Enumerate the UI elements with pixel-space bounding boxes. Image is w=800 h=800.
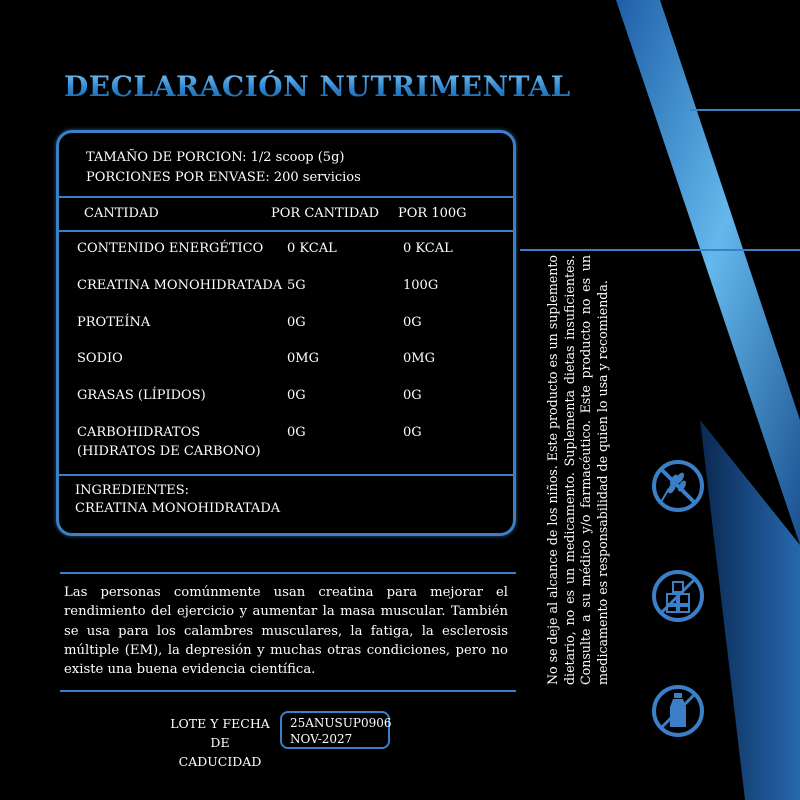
serving-size: TAMAÑO DE PORCION: 1/2 scoop (5g) <box>86 150 345 165</box>
row-per-serving: 0MG <box>287 351 319 366</box>
description-text: Las personas comúnmente usan creatina para mejorar el rendimiento del ejercicio y aumentar la masa muscular. También se usa para los calambres musculares, la fatiga, la esclerosis múltiple (EM), la depresión y muchas otras condiciones, pero no existe una buena evidencia científica. <box>64 585 508 678</box>
lot-label-line1: LOTE Y FECHA <box>170 716 270 731</box>
divider <box>60 690 516 692</box>
divider <box>60 572 516 574</box>
row-per-serving: 0 KCAL <box>287 241 337 256</box>
row-name: PROTEÍNA <box>77 315 151 330</box>
row-per-100g: 0MG <box>403 351 435 366</box>
lot-label <box>170 714 270 771</box>
warning-text: No se deje al alcance de los niños. Este producto es un suplemento dietario, no es un medicamento. Suplementa dietas insuficientes. Consulte a su médico y/o farmacéutico. Este producto no es un medicamento es responsabilidad de quien lo usa y recomienda. <box>545 255 610 685</box>
ingredients-label: INGREDIENTES: <box>75 483 190 498</box>
divider <box>58 230 514 232</box>
divider <box>58 196 514 198</box>
lot-code: 25ANUSUP0906 <box>290 716 392 730</box>
lot-box <box>280 711 390 749</box>
sugar-free-icon <box>650 568 706 624</box>
row-per-serving: 0G <box>287 388 306 403</box>
row-per-serving: 0G <box>287 315 306 330</box>
warning-block <box>545 255 630 685</box>
row-per-100g: 0G <box>403 425 422 440</box>
row-name: GRASAS (LÍPIDOS) <box>77 388 206 403</box>
row-per-serving: 5G <box>287 278 306 293</box>
row-name: SODIO <box>77 351 123 366</box>
dairy-free-icon <box>650 683 706 739</box>
row-name: CREATINA MONOHIDRATADA <box>77 278 283 293</box>
row-per-100g: 0G <box>403 388 422 403</box>
row-per-100g: 0G <box>403 315 422 330</box>
gluten-free-icon <box>650 458 706 514</box>
ingredients-value: CREATINA MONOHIDRATADA <box>75 501 281 516</box>
row-name: CONTENIDO ENERGÉTICO <box>77 241 264 256</box>
row-name-secondary: (HIDRATOS DE CARBONO) <box>77 444 261 459</box>
col-header-per-100g: POR 100G <box>398 206 467 221</box>
page-title: DECLARACIÓN NUTRIMENTAL <box>64 70 571 103</box>
col-header-per-serving: POR CANTIDAD <box>271 206 380 221</box>
divider <box>58 474 514 476</box>
row-per-100g: 0 KCAL <box>403 241 453 256</box>
col-header-amount: CANTIDAD <box>84 206 159 221</box>
lot-label-line2: DE CADUCIDAD <box>178 735 262 769</box>
servings-per-container: PORCIONES POR ENVASE: 200 servicios <box>86 170 361 185</box>
lot-expiry: NOV-2027 <box>290 732 353 746</box>
row-name: CARBOHIDRATOS <box>77 425 201 440</box>
row-per-serving: 0G <box>287 425 306 440</box>
row-per-100g: 100G <box>403 278 439 293</box>
